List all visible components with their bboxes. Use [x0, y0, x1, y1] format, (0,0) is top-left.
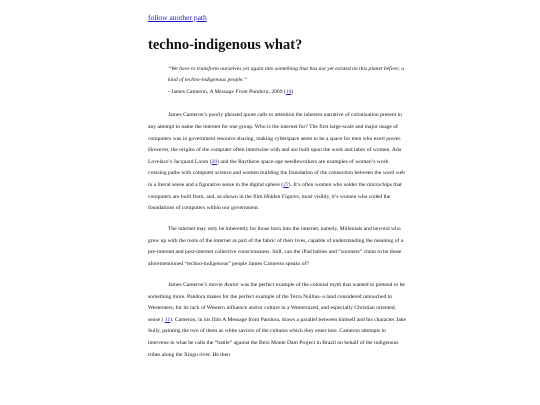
quote-attribution	[168, 87, 406, 99]
citation-link[interactable]: 27	[283, 182, 289, 188]
quote-text: “We have to transform ourselves yet again into something that has not yet existed on this planet before; a kind of techno-indigenous people.”	[168, 65, 405, 84]
follow-another-path-link[interactable]: follow another path	[148, 13, 207, 22]
text-segment: The internet may only be inherently for those born into the internet, namely, Millenials and beyond who grew up with the tools of the internet as part of the fabric of their lives, capable of understanding the meaning of a pre-internet and post-internet collective consciousness. Still, can the iPad babies and “zoomers” claim to be these aforementioned “techno-indigenous” people James Cameron speaks of?	[148, 226, 404, 267]
epigraph-quote	[168, 64, 406, 99]
italic-title: Avatar	[224, 281, 240, 288]
text-segment: , most visibly, it’s women who coded the foundations of computers within our government.	[148, 193, 391, 212]
text-segment: James Cameron’s poorly phrased quote calls to attention the inherent narrative of colonization present in any attempt to name the internet for one group. Who is the internet for? The first large-scale and major usage of computers was in government resource sharing, making cyberspace seem to be a space for men who exert power. However, the origins of the computer often intertwine with and are built upon the work and labor of women. Ada Lovelace’s Jacquard Loom (	[148, 112, 402, 165]
text-segment: ). It’s often women who solder the microchips that computers are built from, and, as shown in the film	[148, 182, 402, 200]
citation-link[interactable]: 10	[285, 88, 292, 95]
attribution-year: , 2009 (	[268, 88, 286, 95]
citation-link[interactable]: 20	[211, 158, 218, 165]
page-title: techno-indigenous what?	[148, 37, 303, 53]
body-paragraph	[148, 280, 406, 361]
attribution-prefix: - James Cameron,	[168, 88, 210, 95]
attribution-work: A Message From Pandora	[209, 88, 269, 95]
citation-link[interactable]: 11	[164, 316, 171, 323]
article	[148, 7, 406, 370]
article-body	[148, 110, 406, 361]
text-segment: James Cameron’s movie	[168, 281, 225, 288]
text-segment: was the perfect example of the colonial myth that wanted to pretend to be something more. Pandora makes for the perfect example of the Terra Nullius–a land considered untouched to Westerners, for its lack of Western influence and/or culture in a Westernized, and especially Christian oriented, sense (	[148, 281, 405, 323]
text-segment: ) and the Raytheon space-age needleworkers are examples of women’s work crossing paths with computer science and women building the foundation of the connection between the word web in a literal sense and a figurative sense in the digital sphere (	[148, 158, 405, 188]
italic-title: Hidden Figures	[263, 193, 299, 200]
text-segment: ). Cameron, in his film A Message from Pandora, draws a parallel between himself and his character Jake Sully, painting the two of them as white saviors of the cultures which they enter into. Cameron attempts to intervene in what he calls the “battle” against the Belo Monte Dam Project in Brazil on behalf of the indigenous tribes along the Xingu river. He then	[148, 316, 406, 358]
body-paragraph	[148, 224, 406, 270]
attribution-close: )	[291, 88, 294, 95]
body-paragraph	[148, 110, 406, 214]
